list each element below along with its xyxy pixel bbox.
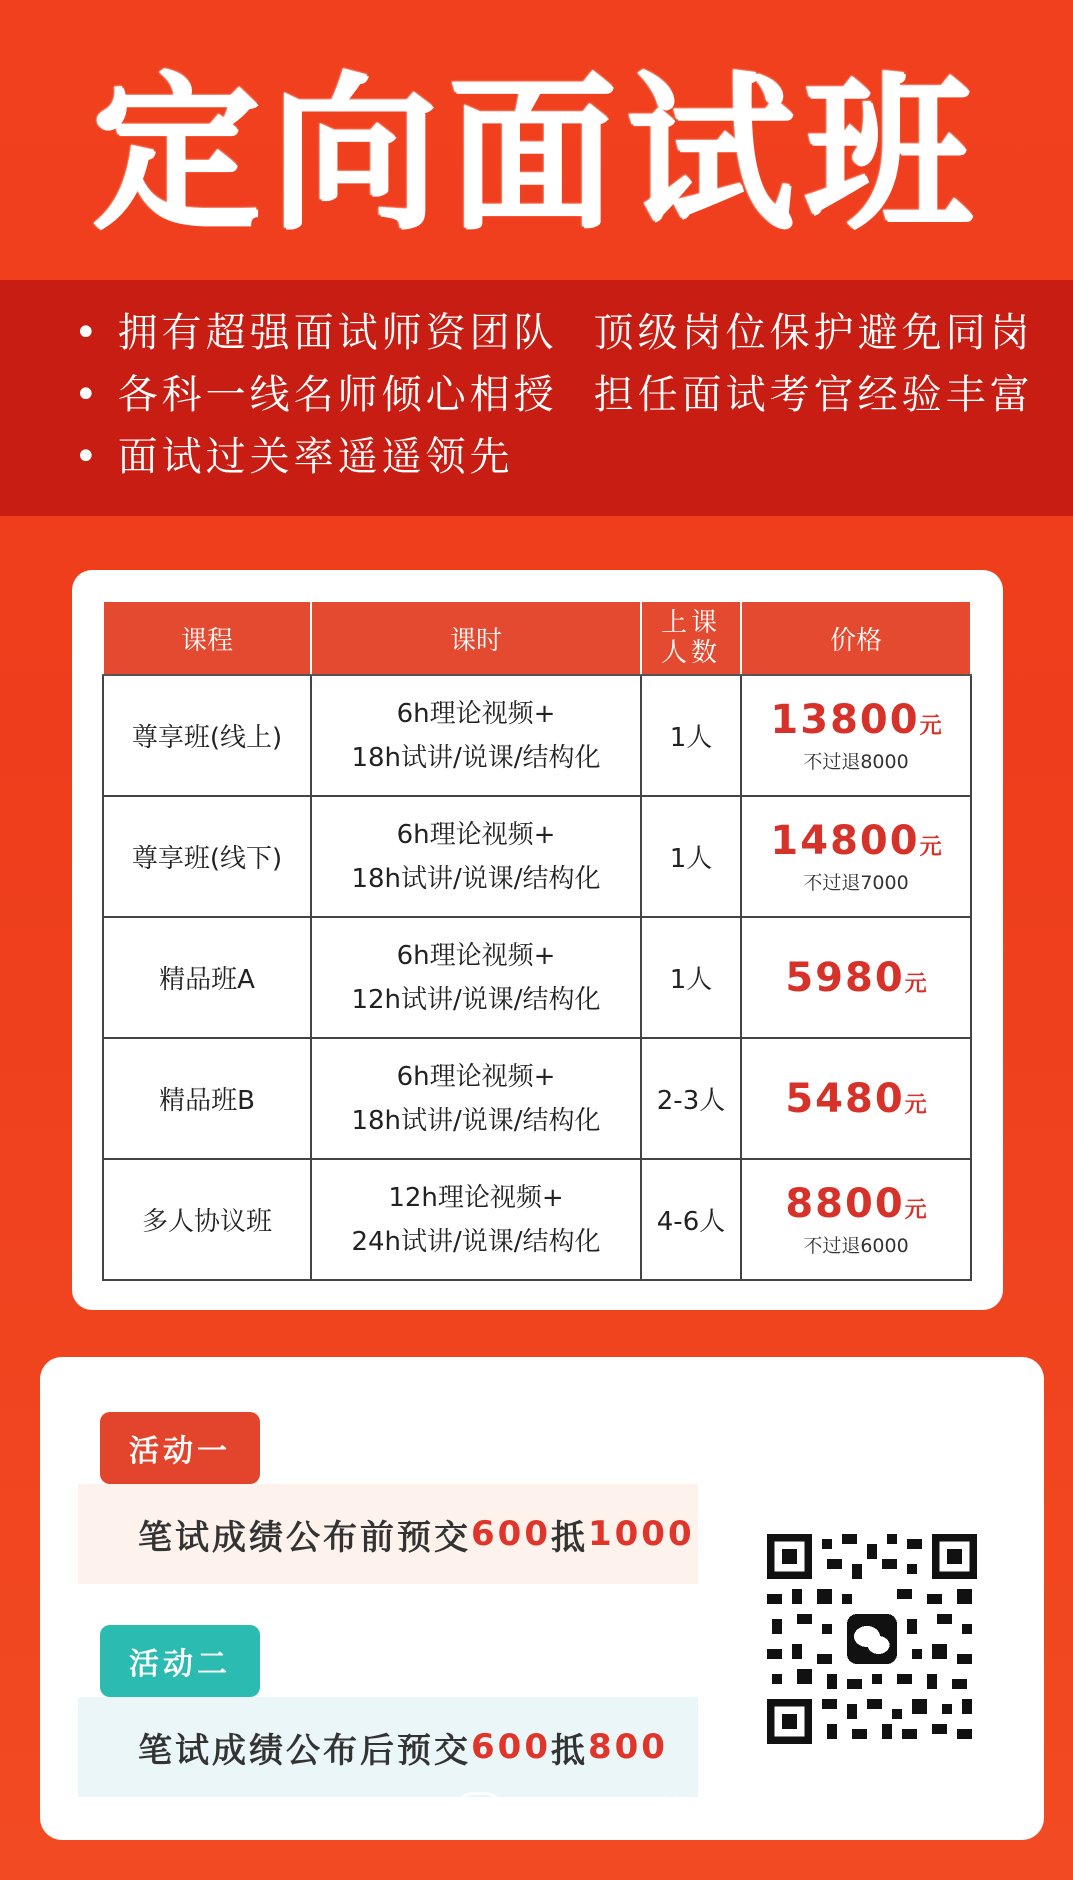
course-hours: 6h理论视频+ 12h试讲/说课/结构化: [311, 917, 641, 1038]
course-price: 14800元 不过退7000: [741, 796, 971, 917]
header-hours: 课时: [311, 601, 641, 675]
qr-code-icon[interactable]: [762, 1529, 982, 1749]
feature-text: 顶级岗位保护避免同岗: [593, 310, 1034, 356]
promo-one-badge: 活动一: [100, 1412, 260, 1484]
course-name: 尊享班(线下): [103, 796, 311, 917]
course-name: 尊享班(线上): [103, 675, 311, 796]
refund-note: 不过退7000: [803, 872, 909, 894]
poster-title: 定向面试班: [91, 55, 982, 252]
table-row: [103, 917, 971, 1038]
header-price: 价格: [741, 601, 971, 675]
table-row: [103, 1159, 971, 1280]
watermark: [455, 1787, 920, 1832]
refund-note: 不过退6000: [803, 1235, 909, 1257]
table-row: [103, 1038, 971, 1159]
course-name: 精品班A: [103, 917, 311, 1038]
bullet-dot-icon: •: [74, 372, 102, 418]
course-price: 13800元 不过退8000: [741, 675, 971, 796]
class-size: 4-6人: [641, 1159, 741, 1280]
feature-text: 担任面试考官经验丰富: [593, 372, 1034, 418]
feature-line-2: [74, 364, 1073, 426]
promo-card: [40, 1357, 1044, 1840]
class-size: 1人: [641, 917, 741, 1038]
course-price: 5980元: [741, 917, 971, 1038]
table-row: [103, 796, 971, 917]
header-class-size: 上课 人数: [641, 601, 741, 675]
bullet-dot-icon: •: [74, 310, 102, 356]
course-name: 多人协议班: [103, 1159, 311, 1280]
class-size: 1人: [641, 675, 741, 796]
course-hours: 12h理论视频+ 24h试讲/说课/结构化: [311, 1159, 641, 1280]
watermark-text: 公众号 · 苏州教师编制考试: [521, 1795, 920, 1831]
feature-text: 各科一线名师倾心相授: [117, 372, 558, 418]
feature-text: 面试过关率遥遥领先: [117, 434, 514, 480]
price-table-card: [72, 570, 1003, 1310]
header-course: 课程: [103, 601, 311, 675]
feature-line-3: [74, 426, 1073, 488]
refund-note: 不过退8000: [803, 751, 909, 773]
feature-line-1: [74, 302, 1073, 364]
class-size: 1人: [641, 796, 741, 917]
course-hours: 6h理论视频+ 18h试讲/说课/结构化: [311, 675, 641, 796]
course-name: 精品班B: [103, 1038, 311, 1159]
course-hours: 6h理论视频+ 18h试讲/说课/结构化: [311, 1038, 641, 1159]
wechat-icon: [455, 1792, 503, 1828]
promo-two-text: 笔试成绩公布后预交 600 抵 800: [78, 1697, 698, 1797]
table-header-row: [103, 601, 971, 675]
course-hours: 6h理论视频+ 18h试讲/说课/结构化: [311, 796, 641, 917]
promo-one-text: 笔试成绩公布前预交 600 抵 1000: [78, 1484, 698, 1584]
price-table: [102, 600, 972, 1281]
course-price: 8800元 不过退6000: [741, 1159, 971, 1280]
class-size: 2-3人: [641, 1038, 741, 1159]
feature-text: 拥有超强面试师资团队: [117, 310, 558, 356]
promo-two-badge: 活动二: [100, 1625, 260, 1697]
feature-band: [0, 280, 1073, 516]
course-price: 5480元: [741, 1038, 971, 1159]
bullet-dot-icon: •: [74, 434, 102, 480]
table-row: [103, 675, 971, 796]
